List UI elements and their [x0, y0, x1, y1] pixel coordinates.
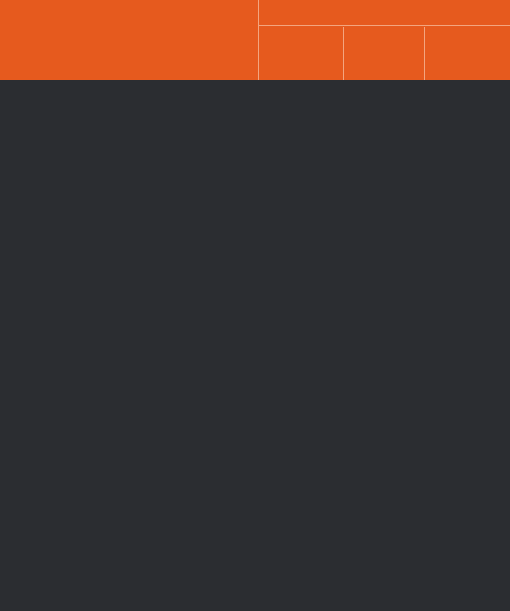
header-material-size	[259, 27, 343, 80]
table-header	[0, 0, 510, 80]
table-title	[0, 0, 258, 80]
header-rolls	[425, 27, 510, 80]
header-min-diameter	[344, 27, 424, 80]
model-name	[259, 0, 510, 26]
